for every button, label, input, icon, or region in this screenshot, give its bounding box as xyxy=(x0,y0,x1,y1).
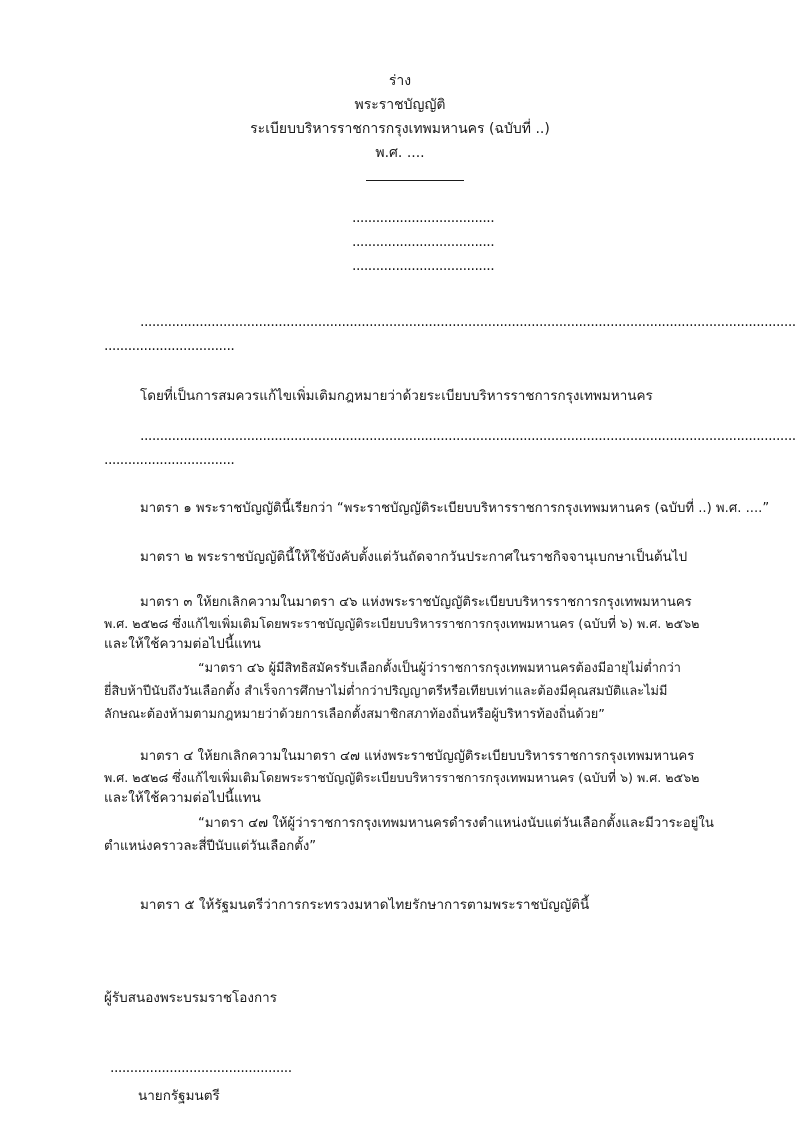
draft-label: ร่าง xyxy=(388,73,412,89)
section-3-quote xyxy=(104,658,730,725)
blank-long-2: ...................................................................................................................................................................... xyxy=(140,428,796,444)
section-4-line-3: และให้ใช้ความต่อไปนี้แทน xyxy=(104,790,261,806)
section-4-line-1: มาตรา ๔ ให้ยกเลิกความในมาตรา ๔๗ แห่งพระราชบัญญัติระเบียบบริหารราชการกรุงเทพมหานคร xyxy=(140,749,695,764)
section-2: มาตรา ๒ พระราชบัญญัตินี้ให้ใช้บังคับตั้งแต่วันถัดจากวันประกาศในราชกิจจานุเบกษาเป็นต้นไป xyxy=(140,549,688,565)
section-5: มาตรา ๕ ให้รัฐมนตรีว่าการกระทรวงมหาดไทยรักษาการตามพระราชบัญญัตินี้ xyxy=(140,897,590,913)
section-3-line-1: มาตรา ๓ ให้ยกเลิกความในมาตรา ๔๖ แห่งพระราชบัญญัติระเบียบบริหารราชการกรุงเทพมหานคร xyxy=(140,595,692,610)
act-label: พระราชบัญญัติ xyxy=(354,97,446,113)
document-title: ระเบียบบริหารราชการกรุงเทพมหานคร (ฉบับที่ ..) xyxy=(250,121,550,137)
preamble: โดยที่เป็นการสมควรแก้ไขเพิ่มเติมกฎหมายว่าด้วยระเบียบบริหารราชการกรุงเทพมหานคร xyxy=(140,388,653,404)
section-3 xyxy=(104,592,730,655)
section-4-quote xyxy=(104,813,730,857)
blank-tail-1: ................................. xyxy=(104,338,235,354)
section-3-quote-line-3: ลักษณะต้องห้ามตามกฎหมายว่าด้วยการเลือกตั้งสมาชิกสภาท้องถิ่นหรือผู้บริหารท้องถิ่นด้วย” xyxy=(104,707,605,722)
section-4-quote-line-1: “มาตรา ๔๗ ให้ผู้ว่าราชการกรุงเทพมหานครดำรงตำแหน่งนับแต่วันเลือกตั้งและมีวาระอยู่ใน xyxy=(198,816,714,831)
section-3-line-2: พ.ศ. ๒๕๒๘ ซึ่งแก้ไขเพิ่มเติมโดยพระราชบัญญัติระเบียบบริหารราชการกรุงเทพมหานคร (ฉบับที่ ๖) พ.ศ. ๒๕๖๒ xyxy=(104,616,700,631)
section-3-quote-line-2: ยี่สิบห้าปีนับถึงวันเลือกตั้ง สำเร็จการศึกษาไม่ต่ำกว่าปริญญาตรีหรือเทียบเท่าและต้องมีคุณสมบัติและไม่มี xyxy=(104,684,668,699)
blank-line-2: .................................... xyxy=(352,234,495,250)
section-3-line-3: และให้ใช้ความต่อไปนี้แทน xyxy=(104,636,261,652)
section-4 xyxy=(104,746,730,809)
section-4-quote-line-2: ตำแหน่งคราวละสี่ปีนับแต่วันเลือกตั้ง” xyxy=(104,839,317,854)
blank-long-1: ...................................................................................................................................................................... xyxy=(140,314,796,330)
prime-minister-label: นายกรัฐมนตรี xyxy=(138,1088,220,1104)
countersign-label: ผู้รับสนองพระบรมราชโองการ xyxy=(104,990,277,1006)
section-4-line-2: พ.ศ. ๒๕๒๘ ซึ่งแก้ไขเพิ่มเติมโดยพระราชบัญญัติระเบียบบริหารราชการกรุงเทพมหานคร (ฉบับที่ ๖) พ.ศ. ๒๕๖๒ xyxy=(104,770,700,785)
section-1: มาตรา ๑ พระราชบัญญัตินี้เรียกว่า “พระราชบัญญัติระเบียบบริหารราชการกรุงเทพมหานคร (ฉบับที่ ..) พ.ศ. ....” xyxy=(140,501,770,516)
title-divider xyxy=(366,180,464,181)
section-3-quote-line-1: “มาตรา ๔๖ ผู้มีสิทธิสมัครรับเลือกตั้งเป็นผู้ว่าราชการกรุงเทพมหานครต้องมีอายุไม่ต่ำกว่า xyxy=(198,661,681,676)
blank-tail-2: ................................. xyxy=(104,452,235,468)
blank-line-1: .................................... xyxy=(352,210,495,226)
year-label: พ.ศ. .... xyxy=(375,145,425,161)
signature-line: .............................................. xyxy=(110,1060,292,1076)
blank-line-3: .................................... xyxy=(352,258,495,274)
